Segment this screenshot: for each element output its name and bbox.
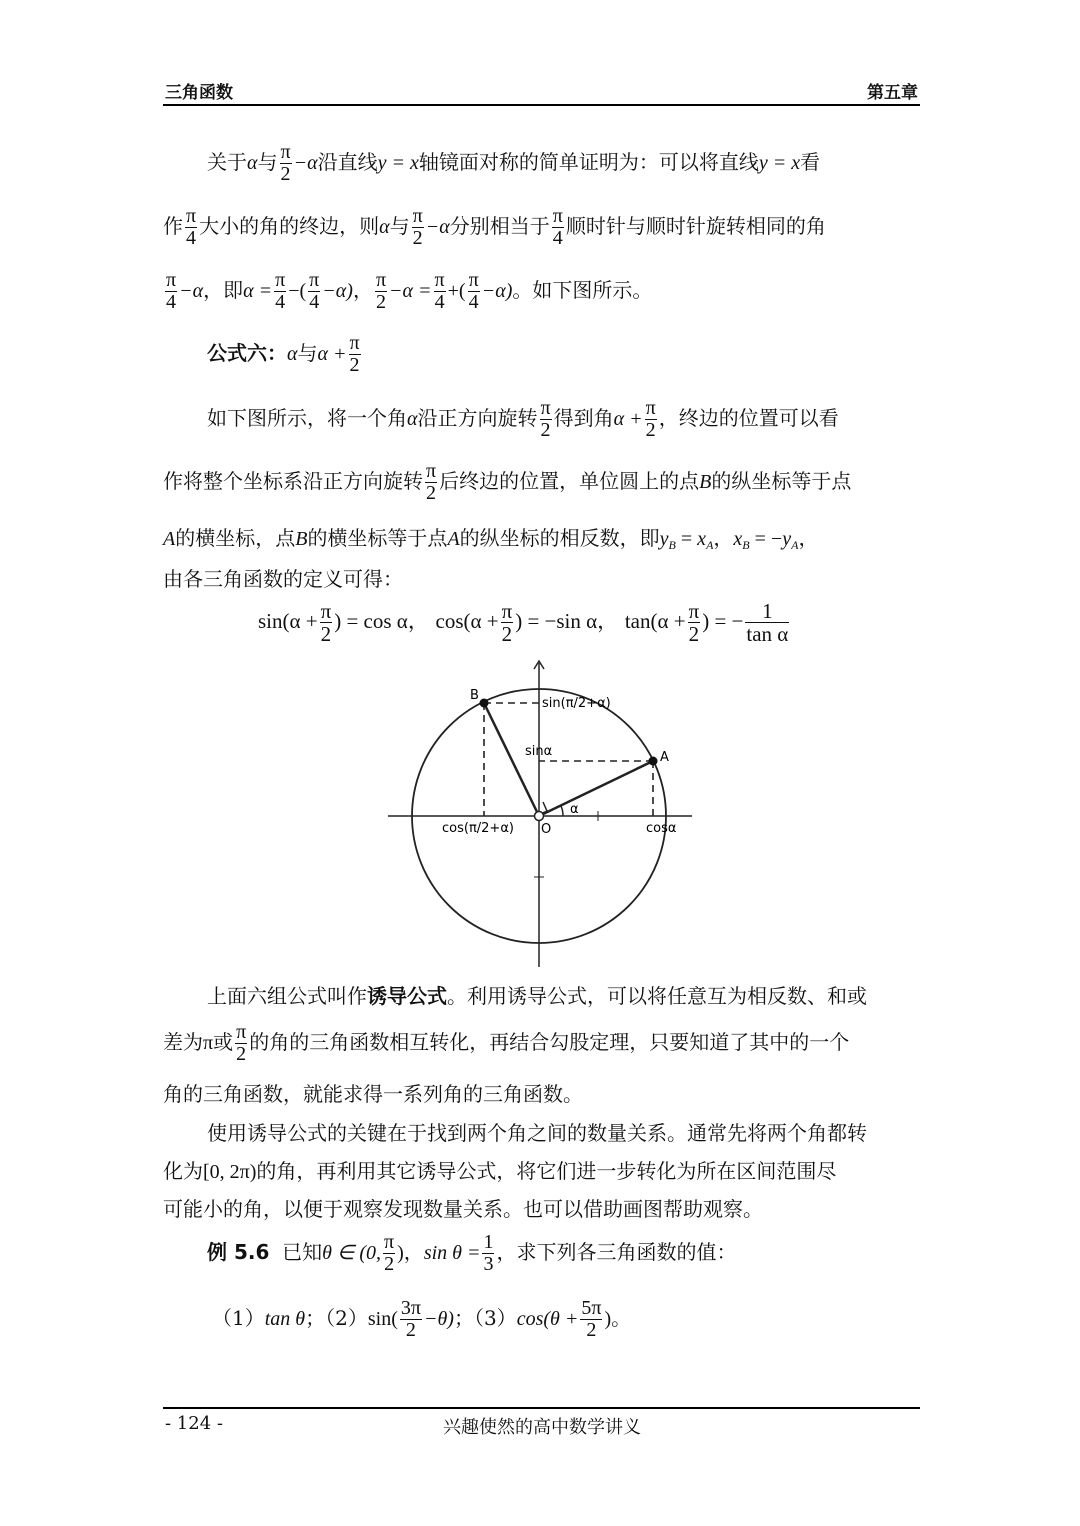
header-chapter-number: 第五章 (867, 83, 918, 103)
formula6-heading: 公式六：α与α + $\frac{\pi}{2}$ (207, 332, 360, 376)
page-number: - 124 - (165, 1413, 223, 1434)
example-heading: 例 5.6 已知θ ∈ (0, $\frac{\pi}{2}$ )，sin θ = $\frac{1}{3}$ ，求下列各三角函数的值： (207, 1231, 737, 1275)
para1-line2: 作 $\frac{\pi}{4}$ 大小的角的终边，则α与 $\frac{\pi}{2}$ −α分别相当于 $\frac{\pi}{4}$ 顺时针与顺时针旋转相同的角 (163, 205, 826, 249)
label-cos: cosα (646, 821, 677, 836)
para4-line2: 化为[0, 2π)的角，再利用其它诱导公式，将它们进一步转化为所在区间范围尽 (163, 1159, 837, 1183)
radius-oa (539, 761, 653, 816)
label-cos-shift: cos(π/2+α) (442, 821, 514, 836)
alpha-arc (561, 806, 563, 816)
label-sin-shift: sin(π/2+α) (542, 696, 611, 711)
footer-book-title: 兴趣使然的高中数学讲义 (443, 1417, 641, 1438)
label-sin: sinα (525, 744, 553, 759)
para3-line1: 上面六组公式叫作诱导公式。利用诱导公式，可以将任意互为相反数、和或 (207, 984, 867, 1008)
example-questions: （1）tan θ；（2）sin( $\frac{3\pi}{2}$ −θ)；（3）cos(θ + $\frac{5\pi}{2}$ )。 (212, 1297, 632, 1341)
para3-line3: 角的三角函数，就能求得一系列角的三角函数。 (163, 1082, 583, 1106)
header-rule (163, 104, 920, 106)
point-b (480, 699, 489, 708)
identities-row: sin(α + $\frac{\pi}{2}$ ) = cos α， cos(α + $\frac{\pi}{2}$ ) = −sin α， tan(α + $\frac{\pi}{2}$ ) = − $\frac{1}{\text{tan α}}$ (258, 599, 789, 647)
para4-line3: 可能小的角，以便于观察发现数量关系。也可以借助画图帮助观察。 (163, 1197, 763, 1221)
unit-circle-diagram (380, 655, 700, 975)
radius-ob (484, 703, 539, 816)
label-a: A (660, 750, 669, 765)
para1-line1: 关于α与 $\frac{\pi}{2}$ −α沿直线y = x轴镜面对称的简单证明为：可以将直线y = x看 (207, 141, 821, 185)
para3-line2: 差为π或 $\frac{\pi}{2}$ 的角的三角函数相互转化，再结合勾股定理，只要知道了其中的一个 (163, 1021, 850, 1065)
origin-point (535, 812, 544, 821)
para2-line1: 如下图所示，将一个角α沿正方向旋转 $\frac{\pi}{2}$ 得到角α + $\frac{\pi}{2}$ ，终边的位置可以看 (207, 397, 839, 441)
para2-line4: 由各三角函数的定义可得： (163, 567, 403, 591)
para2-line2: 作将整个坐标系沿正方向旋转 $\frac{\pi}{2}$ 后终边的位置，单位圆上的点B的纵坐标等于点 (163, 460, 852, 504)
label-alpha: α (570, 802, 579, 817)
point-a (649, 757, 658, 766)
header-chapter-title: 三角函数 (165, 83, 233, 103)
para1-line3: $\frac{\pi}{4}$ −α，即α = $\frac{\pi}{4}$ −( $\frac{\pi}{4}$ −α)， $\frac{\pi}{2}$ −α = $\frac{\pi}{4}$ +( $\frac{\pi}{4}$ −α)。如下图所示。 (166, 269, 653, 313)
label-b: B (470, 688, 479, 703)
para2-line3: A的横坐标，点B的横坐标等于点A的纵坐标的相反数，即$y_B = x_A$，$x_B = -y_A$， (163, 526, 819, 552)
footer-rule (163, 1407, 920, 1409)
para4-line1: 使用诱导公式的关键在于找到两个角之间的数量关系。通常先将两个角都转 (207, 1121, 867, 1145)
label-o: O (541, 822, 552, 837)
